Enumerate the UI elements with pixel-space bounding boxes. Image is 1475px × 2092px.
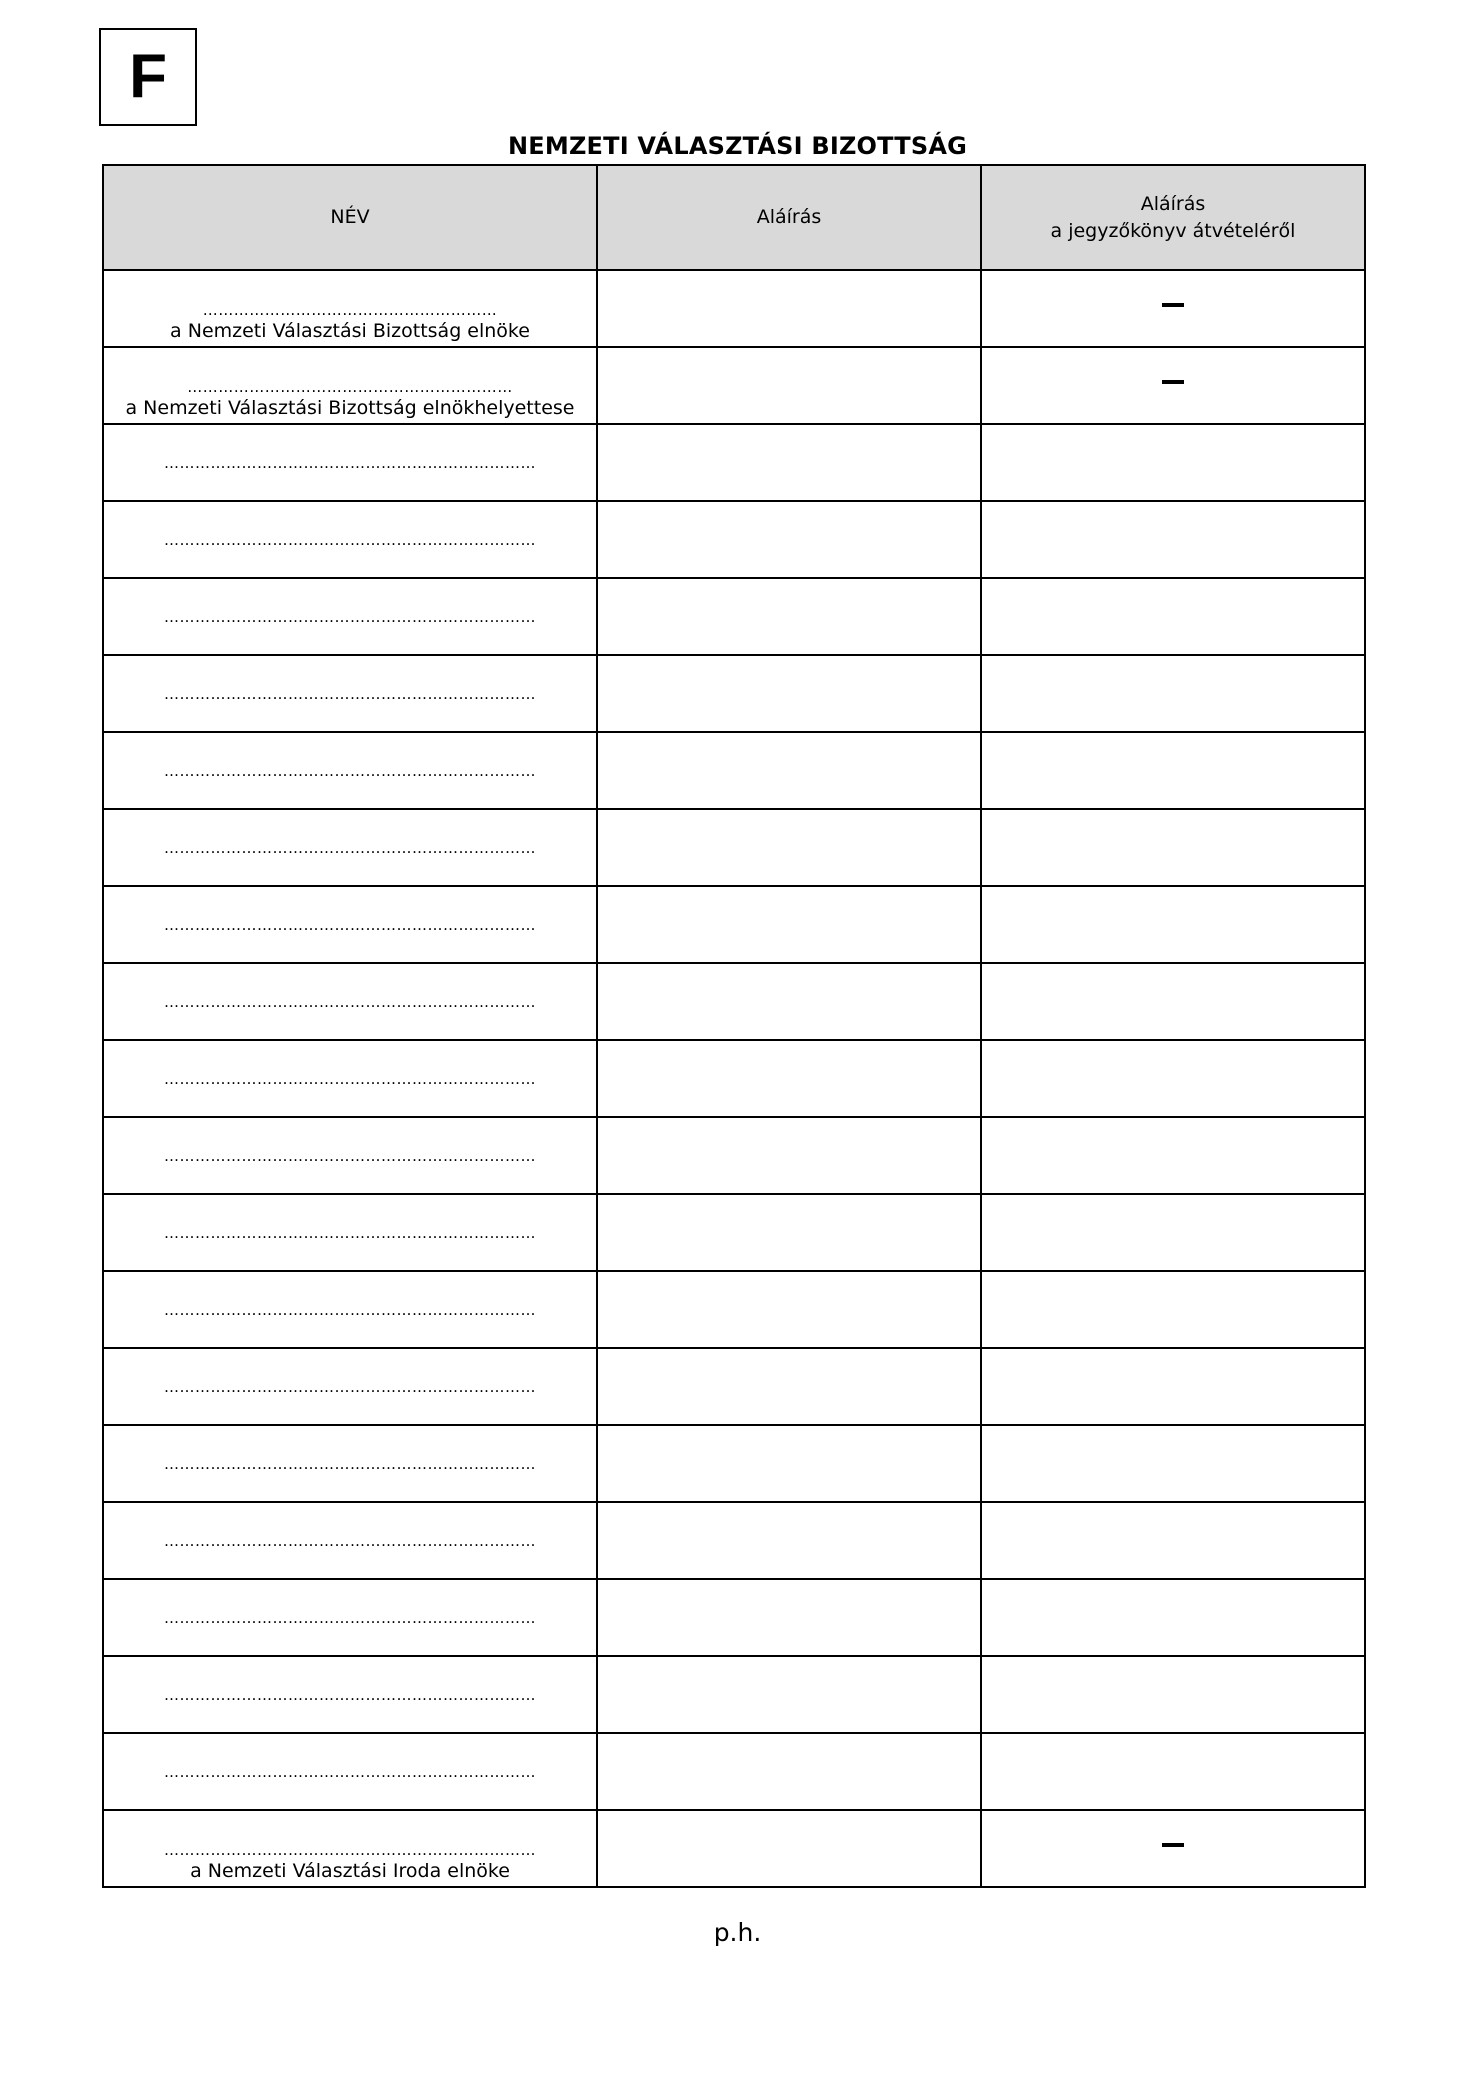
name-dotted-line: ……………………………………………………………… bbox=[164, 1840, 536, 1859]
receipt-signature-cell[interactable] bbox=[981, 1733, 1365, 1810]
table-row bbox=[103, 1502, 1365, 1579]
name-cell[interactable] bbox=[103, 1348, 597, 1425]
table-row bbox=[103, 886, 1365, 963]
table-row bbox=[103, 732, 1365, 809]
name-cell[interactable] bbox=[103, 1656, 597, 1733]
receipt-signature-cell[interactable] bbox=[981, 424, 1365, 501]
table-row bbox=[103, 424, 1365, 501]
name-dotted-line: ……………………………………………………………… bbox=[164, 992, 536, 1011]
signature-cell[interactable] bbox=[597, 732, 981, 809]
header-receipt-signature bbox=[981, 165, 1365, 270]
signature-cell[interactable] bbox=[597, 424, 981, 501]
name-dotted-line: ……………………………………………………………… bbox=[164, 838, 536, 857]
form-letter-box bbox=[99, 28, 197, 126]
header-receipt-line1: Aláírás bbox=[1140, 192, 1206, 215]
table-row bbox=[103, 347, 1365, 424]
stamp-note: p.h. bbox=[713, 1918, 762, 1947]
table-header-row bbox=[103, 165, 1365, 270]
receipt-signature-cell[interactable] bbox=[981, 963, 1365, 1040]
role-label: a Nemzeti Választási Iroda elnöke bbox=[190, 1859, 510, 1882]
receipt-signature-cell[interactable] bbox=[981, 1194, 1365, 1271]
table-row bbox=[103, 809, 1365, 886]
name-dotted-line: ……………………………………………………………… bbox=[164, 530, 536, 549]
table-row bbox=[103, 1810, 1365, 1887]
name-cell[interactable] bbox=[103, 1502, 597, 1579]
table-row bbox=[103, 963, 1365, 1040]
name-dotted-line: ……………………………………………………………… bbox=[164, 1377, 536, 1396]
name-cell[interactable] bbox=[103, 1271, 597, 1348]
receipt-signature-cell[interactable] bbox=[981, 886, 1365, 963]
receipt-signature-cell[interactable] bbox=[981, 501, 1365, 578]
name-cell[interactable] bbox=[103, 809, 597, 886]
receipt-signature-cell[interactable] bbox=[981, 578, 1365, 655]
signature-cell[interactable] bbox=[597, 1810, 981, 1887]
signature-cell[interactable] bbox=[597, 809, 981, 886]
signature-cell[interactable] bbox=[597, 886, 981, 963]
name-cell[interactable] bbox=[103, 501, 597, 578]
name-dotted-line: ……………………………………………………………… bbox=[164, 1454, 536, 1473]
receipt-signature-cell[interactable] bbox=[981, 1425, 1365, 1502]
signature-cell[interactable] bbox=[597, 578, 981, 655]
table-body bbox=[103, 270, 1365, 1887]
name-cell[interactable] bbox=[103, 1579, 597, 1656]
receipt-signature-cell bbox=[981, 1810, 1365, 1887]
table-row bbox=[103, 655, 1365, 732]
receipt-signature-cell[interactable] bbox=[981, 732, 1365, 809]
signature-cell[interactable] bbox=[597, 1425, 981, 1502]
receipt-signature-cell bbox=[981, 270, 1365, 347]
name-dotted-line: ……………………………………………………………… bbox=[164, 1762, 536, 1781]
name-cell[interactable] bbox=[103, 347, 597, 424]
signature-cell[interactable] bbox=[597, 1194, 981, 1271]
header-signature bbox=[597, 165, 981, 270]
signature-cell[interactable] bbox=[597, 1502, 981, 1579]
name-cell[interactable] bbox=[103, 1425, 597, 1502]
name-cell[interactable] bbox=[103, 424, 597, 501]
signature-cell[interactable] bbox=[597, 1579, 981, 1656]
signature-cell[interactable] bbox=[597, 347, 981, 424]
signature-cell[interactable] bbox=[597, 1656, 981, 1733]
name-cell[interactable] bbox=[103, 578, 597, 655]
name-dotted-line: ……………………………………………………………… bbox=[164, 1531, 536, 1550]
name-dotted-line: ……………………………………………………………… bbox=[164, 684, 536, 703]
receipt-signature-cell[interactable] bbox=[981, 1656, 1365, 1733]
name-dotted-line: ……………………………………………………………… bbox=[164, 1069, 536, 1088]
name-dotted-line: ……………………………………………………………… bbox=[164, 1300, 536, 1319]
signature-table bbox=[102, 164, 1366, 1888]
not-applicable-dash bbox=[1162, 1843, 1184, 1847]
receipt-signature-cell[interactable] bbox=[981, 655, 1365, 732]
receipt-signature-cell[interactable] bbox=[981, 1502, 1365, 1579]
not-applicable-dash bbox=[1162, 303, 1184, 307]
receipt-signature-cell[interactable] bbox=[981, 1348, 1365, 1425]
name-cell[interactable] bbox=[103, 1733, 597, 1810]
table-row bbox=[103, 270, 1365, 347]
signature-cell[interactable] bbox=[597, 1117, 981, 1194]
name-dotted-line: ……………………………………………………………… bbox=[164, 1685, 536, 1704]
signature-cell[interactable] bbox=[597, 963, 981, 1040]
receipt-signature-cell[interactable] bbox=[981, 1117, 1365, 1194]
role-label: a Nemzeti Választási Bizottság elnökhelyettese bbox=[125, 396, 575, 419]
name-dotted-line: ……………………………………………………………… bbox=[164, 453, 536, 472]
signature-cell[interactable] bbox=[597, 655, 981, 732]
name-cell[interactable] bbox=[103, 963, 597, 1040]
name-cell[interactable] bbox=[103, 1117, 597, 1194]
name-dotted-line: ……………………………………………………… bbox=[187, 377, 513, 396]
name-cell[interactable] bbox=[103, 1040, 597, 1117]
table-row bbox=[103, 1117, 1365, 1194]
name-cell[interactable] bbox=[103, 270, 597, 347]
table-row bbox=[103, 1656, 1365, 1733]
form-letter: F bbox=[129, 42, 167, 111]
name-cell[interactable] bbox=[103, 655, 597, 732]
name-dotted-line: ……………………………………………………………… bbox=[164, 607, 536, 626]
table-row bbox=[103, 1348, 1365, 1425]
name-dotted-line: ……………………………………………………………… bbox=[164, 1146, 536, 1165]
document-title: NEMZETI VÁLASZTÁSI BIZOTTSÁG bbox=[507, 132, 968, 160]
header-name-label: NÉV bbox=[330, 206, 370, 228]
role-label: a Nemzeti Választási Bizottság elnöke bbox=[170, 319, 530, 342]
receipt-signature-cell[interactable] bbox=[981, 1579, 1365, 1656]
table-row bbox=[103, 1733, 1365, 1810]
table-row bbox=[103, 501, 1365, 578]
signature-cell[interactable] bbox=[597, 501, 981, 578]
name-dotted-line: ……………………………………………………………… bbox=[164, 915, 536, 934]
receipt-signature-cell[interactable] bbox=[981, 809, 1365, 886]
name-cell[interactable] bbox=[103, 732, 597, 809]
signature-cell[interactable] bbox=[597, 270, 981, 347]
header-receipt-line2: a jegyzőkönyv átvételéről bbox=[1050, 219, 1296, 242]
signature-cell[interactable] bbox=[597, 1348, 981, 1425]
name-dotted-line: ……………………………………………………………… bbox=[164, 1608, 536, 1627]
table-row bbox=[103, 1040, 1365, 1117]
name-dotted-line: ………………………………………………… bbox=[202, 300, 498, 319]
header-name bbox=[103, 165, 597, 270]
not-applicable-dash bbox=[1162, 380, 1184, 384]
receipt-signature-cell[interactable] bbox=[981, 1040, 1365, 1117]
table-row bbox=[103, 1579, 1365, 1656]
table-row bbox=[103, 578, 1365, 655]
table-row bbox=[103, 1194, 1365, 1271]
signature-cell[interactable] bbox=[597, 1733, 981, 1810]
table-row bbox=[103, 1425, 1365, 1502]
name-dotted-line: ……………………………………………………………… bbox=[164, 1223, 536, 1242]
receipt-signature-cell[interactable] bbox=[981, 1271, 1365, 1348]
signature-cell[interactable] bbox=[597, 1271, 981, 1348]
receipt-signature-cell bbox=[981, 347, 1365, 424]
name-cell[interactable] bbox=[103, 886, 597, 963]
name-cell[interactable] bbox=[103, 1810, 597, 1887]
name-dotted-line: ……………………………………………………………… bbox=[164, 761, 536, 780]
name-cell[interactable] bbox=[103, 1194, 597, 1271]
signature-cell[interactable] bbox=[597, 1040, 981, 1117]
table-row bbox=[103, 1271, 1365, 1348]
header-signature-label: Aláírás bbox=[756, 206, 822, 228]
